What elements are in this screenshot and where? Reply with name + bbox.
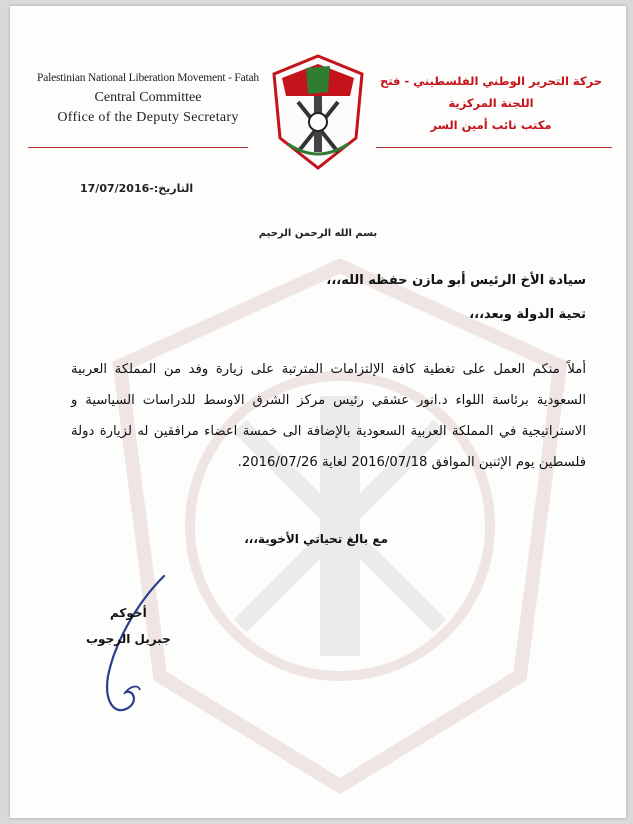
header-arabic xyxy=(366,70,616,136)
signature-block xyxy=(86,600,171,652)
signature-name: جبريل الرجوب xyxy=(86,632,171,646)
header-en-committee: Central Committee xyxy=(94,90,202,105)
letter-body: أملاً منكم العمل على تغطية كافة الإلتزامات المترتبة على زيارة وفد من المملكة العربية السعودية برئاسة اللواء د.انور عشقي رئيس مركز الشرق الاوسط للدراسات السياسية و الاستراتيجية في المملكة العربية السعودية بالإضافة الى خمسة اعضاء مرافقين له لزيارة دولة فلسطين يوم الإثنين الموافق 2016/07/18 لغاية 2016/07/26. xyxy=(71,362,586,470)
salutation xyxy=(326,264,586,332)
header-divider-left xyxy=(28,147,248,148)
header-en-movement: Palestinian National Liberation Movement - Fatah xyxy=(37,72,259,84)
letter-page xyxy=(10,6,626,818)
header-divider-right xyxy=(376,147,612,148)
header-english xyxy=(28,72,268,126)
header-ar-movement: حركة التحرير الوطني الفلسطيني - فتح xyxy=(379,74,603,88)
header-en-office: Office of the Deputy Secretary xyxy=(57,110,239,125)
salutation-addressee: سيادة الأخ الرئيس أبو مازن حفظه الله،،، xyxy=(326,273,586,288)
salutation-greeting: تحية الدولة وبعد،،، xyxy=(469,307,586,322)
letter-date: التاريخ:-17/07/2016 xyxy=(80,182,194,195)
letter-closing: مع بالغ تحياتي الأخوية،،، xyxy=(244,532,388,546)
basmala: بسم الله الرحمن الرحيم xyxy=(258,228,378,239)
signature-closing-word: أخوكم xyxy=(110,606,147,620)
header-ar-committee: اللجنة المركزية xyxy=(448,96,534,110)
fatah-emblem-icon xyxy=(268,52,368,172)
header-ar-office: مكتب نائب أمين السر xyxy=(430,118,552,132)
